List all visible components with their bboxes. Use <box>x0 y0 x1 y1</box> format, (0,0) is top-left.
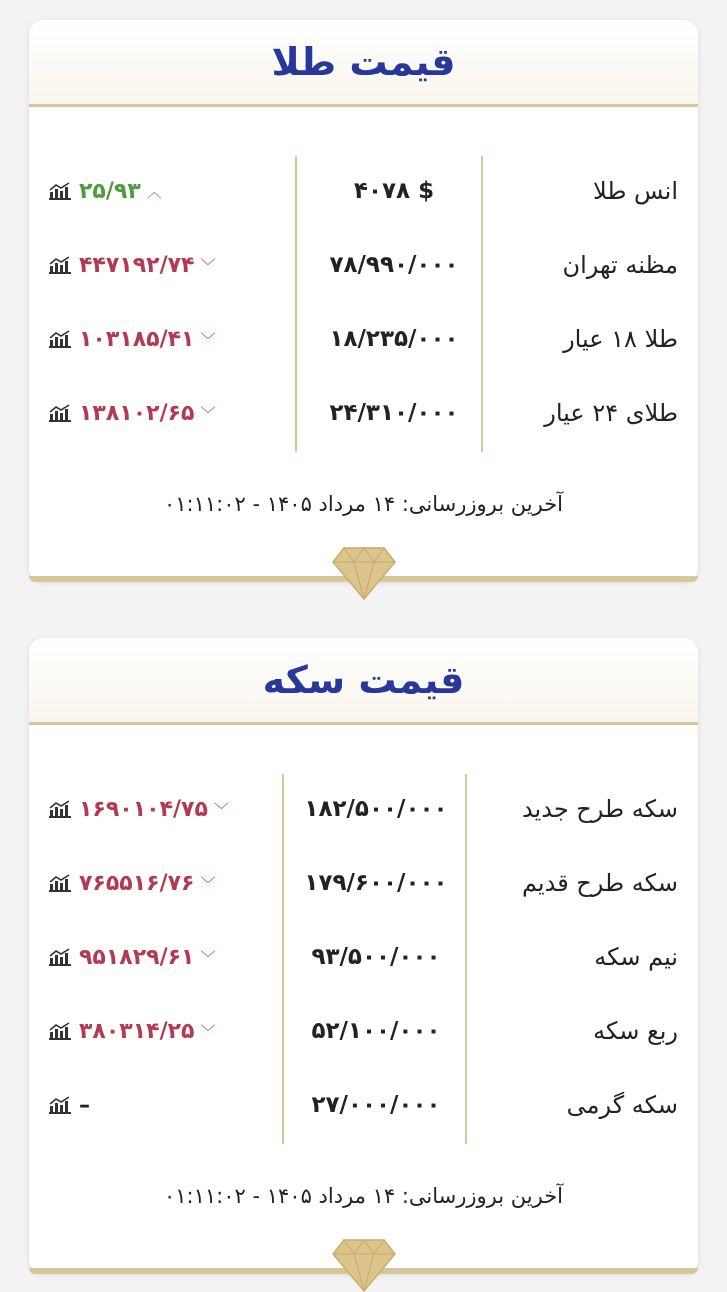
change-value: ۳۸۰۳۱۴/۲۵ <box>79 1018 195 1044</box>
item-name: سکه گرمی <box>566 1091 678 1119</box>
list-item[interactable] <box>29 228 698 302</box>
coin-card-header <box>29 638 698 725</box>
chevron-down-icon: ﹀ <box>200 874 216 893</box>
item-price: ۲۷/۰۰۰/۰۰۰ <box>311 1092 441 1118</box>
chevron-down-icon: ﹀ <box>200 256 216 275</box>
change-value: ۹۵۱۸۲۹/۶۱ <box>79 944 195 970</box>
diamond-icon <box>332 1238 396 1292</box>
list-item[interactable] <box>29 1068 698 1142</box>
item-change <box>47 846 215 920</box>
item-change <box>47 1068 90 1142</box>
list-item[interactable] <box>29 994 698 1068</box>
item-name: انس طلا <box>593 177 678 205</box>
bar-chart-icon[interactable] <box>47 255 73 275</box>
coin-price-card <box>29 638 698 1274</box>
item-price: ۲۴/۳۱۰/۰۰۰ <box>329 400 459 426</box>
change-value: ۲۵/۹۳ <box>79 178 141 204</box>
change-value: ۷۶۵۵۱۶/۷۶ <box>79 870 195 896</box>
change-value: – <box>79 1092 90 1118</box>
gold-card-header <box>29 20 698 107</box>
change-value: ۱۰۳۱۸۵/۴۱ <box>79 326 195 352</box>
bar-chart-icon[interactable] <box>47 1095 73 1115</box>
chevron-up-icon: ︿ <box>146 182 162 201</box>
item-name: ربع سکه <box>593 1017 678 1045</box>
diamond-icon <box>332 546 396 600</box>
item-name: مظنه تهران <box>562 251 678 279</box>
bar-chart-icon[interactable] <box>47 873 73 893</box>
item-change <box>47 228 215 302</box>
change-value: ۴۴۷۱۹۲/۷۴ <box>79 252 195 278</box>
chevron-down-icon: ﹀ <box>213 800 229 819</box>
item-change <box>47 376 215 450</box>
list-item[interactable] <box>29 772 698 846</box>
item-price: ۱۷۹/۶۰۰/۰۰۰ <box>304 870 448 896</box>
item-change <box>47 302 215 376</box>
list-item[interactable] <box>29 302 698 376</box>
item-name: سکه طرح جدید <box>521 795 678 823</box>
item-name: طلای ۲۴ عیار <box>544 399 678 427</box>
item-price: ۱۸/۲۳۵/۰۰۰ <box>329 326 459 352</box>
item-change <box>47 772 229 846</box>
bar-chart-icon[interactable] <box>47 947 73 967</box>
bar-chart-icon[interactable] <box>47 799 73 819</box>
bar-chart-icon[interactable] <box>47 329 73 349</box>
last-updated-text: آخرین بروزرسانی: ۱۴ مرداد ۱۴۰۵ - ۰۱:۱۱:۰۲ <box>163 1184 564 1208</box>
chevron-down-icon: ﹀ <box>200 1022 216 1041</box>
item-name: طلا ۱۸ عیار <box>563 325 678 353</box>
change-value: ۱۶۹۰۱۰۴/۷۵ <box>79 796 208 822</box>
item-price: ۷۸/۹۹۰/۰۰۰ <box>329 252 459 278</box>
list-item[interactable] <box>29 920 698 994</box>
chevron-down-icon: ﹀ <box>200 330 216 349</box>
item-change <box>47 920 215 994</box>
coin-card-title: قیمت سکه <box>262 658 465 702</box>
gold-card-title: قیمت طلا <box>271 40 456 84</box>
item-price: ۹۳/۵۰۰/۰۰۰ <box>311 944 441 970</box>
gold-price-card <box>29 20 698 582</box>
list-item[interactable] <box>29 376 698 450</box>
list-item[interactable] <box>29 154 698 228</box>
item-change <box>47 154 162 228</box>
change-value: ۱۳۸۱۰۲/۶۵ <box>79 400 195 426</box>
item-name: نیم سکه <box>594 943 678 971</box>
item-change <box>47 994 215 1068</box>
chevron-down-icon: ﹀ <box>200 404 216 423</box>
item-price: $ ۴۰۷۸ <box>353 178 435 204</box>
bar-chart-icon[interactable] <box>47 181 73 201</box>
item-price: ۵۲/۱۰۰/۰۰۰ <box>311 1018 441 1044</box>
bar-chart-icon[interactable] <box>47 1021 73 1041</box>
list-item[interactable] <box>29 846 698 920</box>
bar-chart-icon[interactable] <box>47 403 73 423</box>
item-price: ۱۸۲/۵۰۰/۰۰۰ <box>304 796 448 822</box>
chevron-down-icon: ﹀ <box>200 948 216 967</box>
last-updated-text: آخرین بروزرسانی: ۱۴ مرداد ۱۴۰۵ - ۰۱:۱۱:۰۲ <box>163 492 564 516</box>
item-name: سکه طرح قدیم <box>521 869 678 897</box>
